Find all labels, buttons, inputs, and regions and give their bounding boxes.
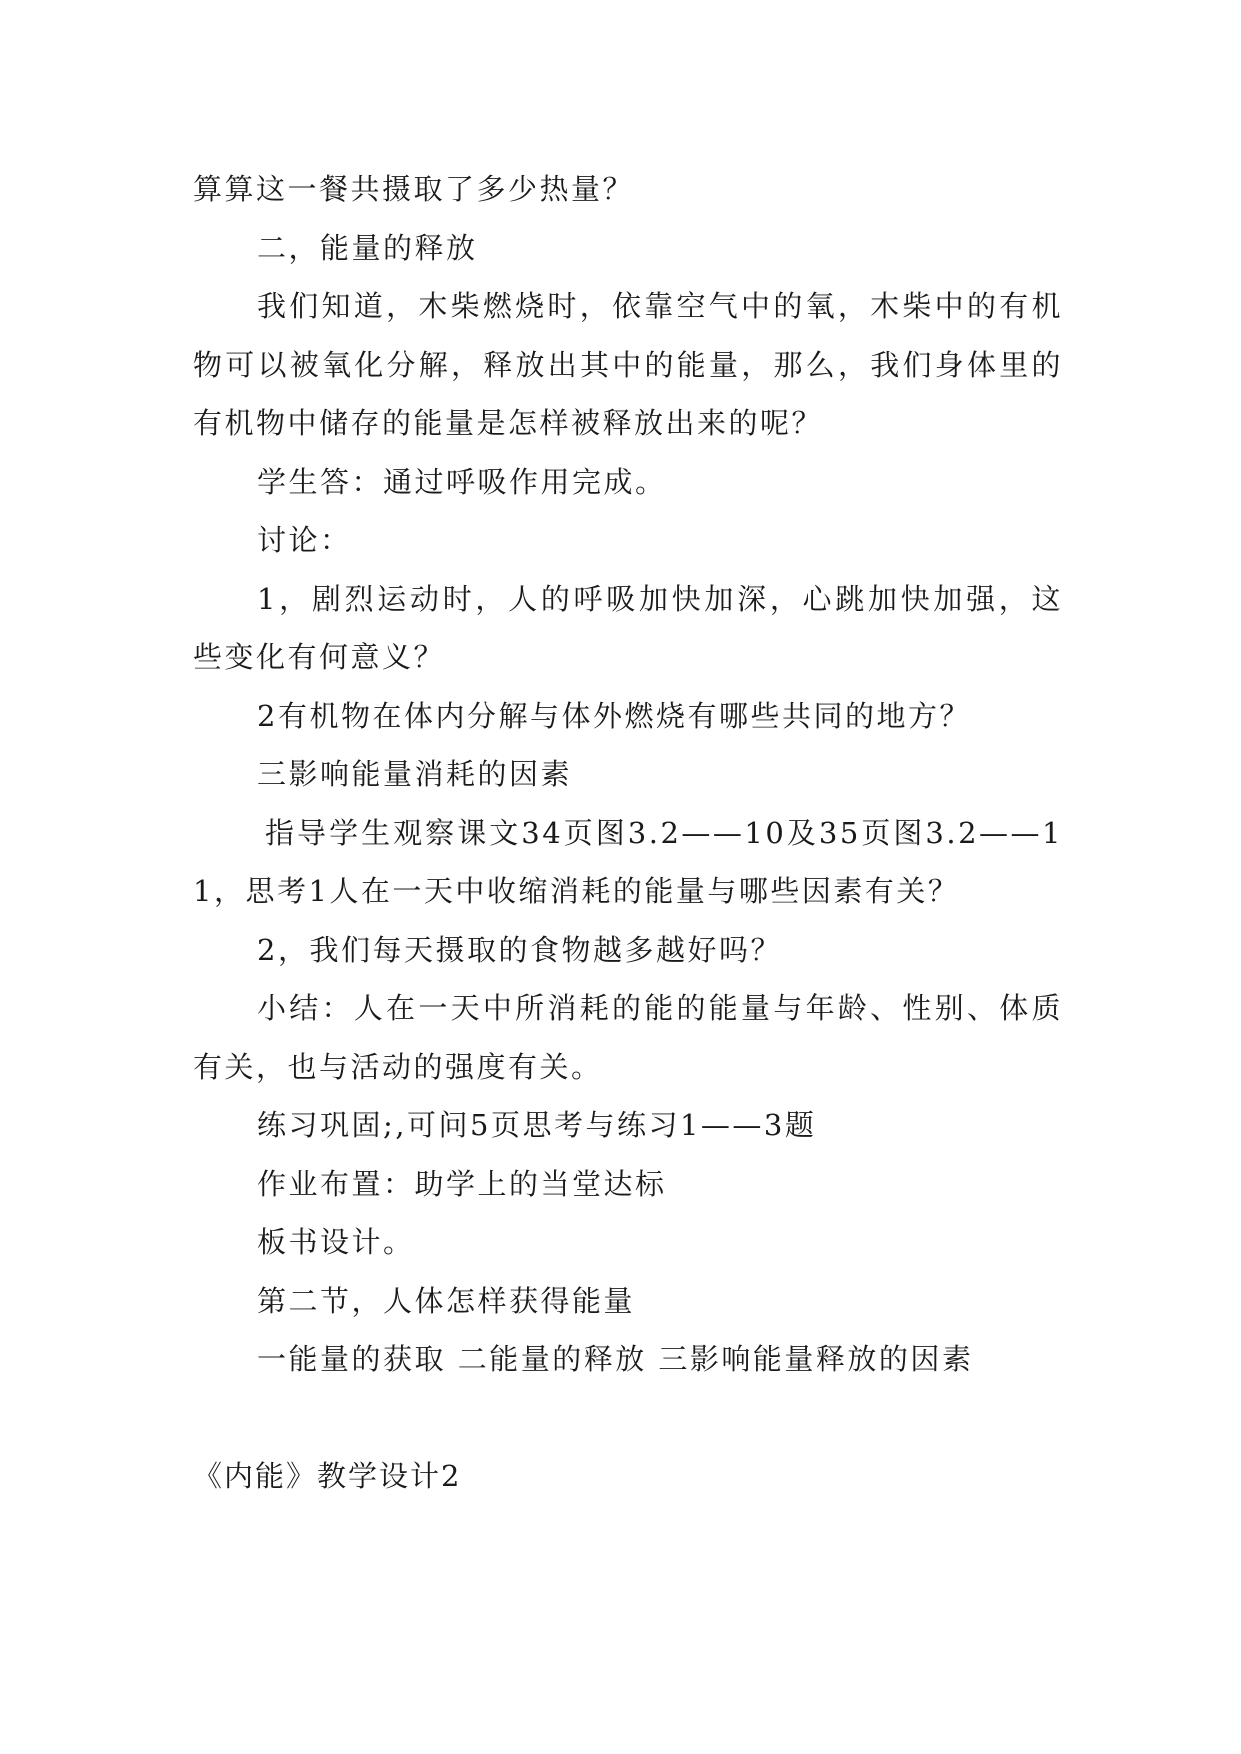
paragraph-16: 一能量的获取 二能量的释放 三影响能量释放的因素 [257, 1342, 974, 1376]
paragraph-3: 我们知道，木柴燃烧时，依靠空气中的氧，木柴中的有机物可以被氧化分解，释放出其中的能量，那么，我们身体里的有机物中储存的能量是怎样被释放出来的呢？ [193, 289, 1063, 440]
paragraph-5: 讨论： [257, 523, 352, 557]
paragraph-9: 指导学生观察课文34页图3.2——10及35页图3.2——11，思考1人在一天中收缩消耗的能量与哪些因素有关？ [193, 815, 1063, 908]
paragraph-11: 小结：人在一天中所消耗的能的能量与年龄、性别、体质有关，也与活动的强度有关。 [193, 991, 1063, 1084]
paragraph-1: 算算这一餐共摄取了多少热量？ [193, 172, 635, 206]
paragraph-7: 2有机物在体内分解与体外燃烧有哪些共同的地方？ [257, 698, 971, 733]
paragraph-4: 学生答：通过呼吸作用完成。 [257, 464, 667, 499]
paragraph-8: 三影响能量消耗的因素 [257, 757, 573, 791]
document-page [193, 160, 1063, 1505]
paragraph-6: 1，剧烈运动时，人的呼吸加快加深，心跳加快加强，这些变化有何意义？ [193, 581, 1063, 674]
paragraph-2: 二，能量的释放 [257, 230, 478, 265]
paragraph-14: 板书设计。 [257, 1225, 415, 1259]
paragraph-13: 作业布置：助学上的当堂达标 [257, 1166, 667, 1201]
paragraph-15: 第二节，人体怎样获得能量 [257, 1283, 636, 1318]
paragraph-10: 2，我们每天摄取的食物越多越好吗？ [257, 932, 782, 967]
paragraph-12: 练习巩固;,可问5页思考与练习1——3题 [257, 1108, 817, 1142]
next-section-title: 《内能》教学设计2 [193, 1458, 462, 1493]
section-gap [193, 1389, 1063, 1447]
